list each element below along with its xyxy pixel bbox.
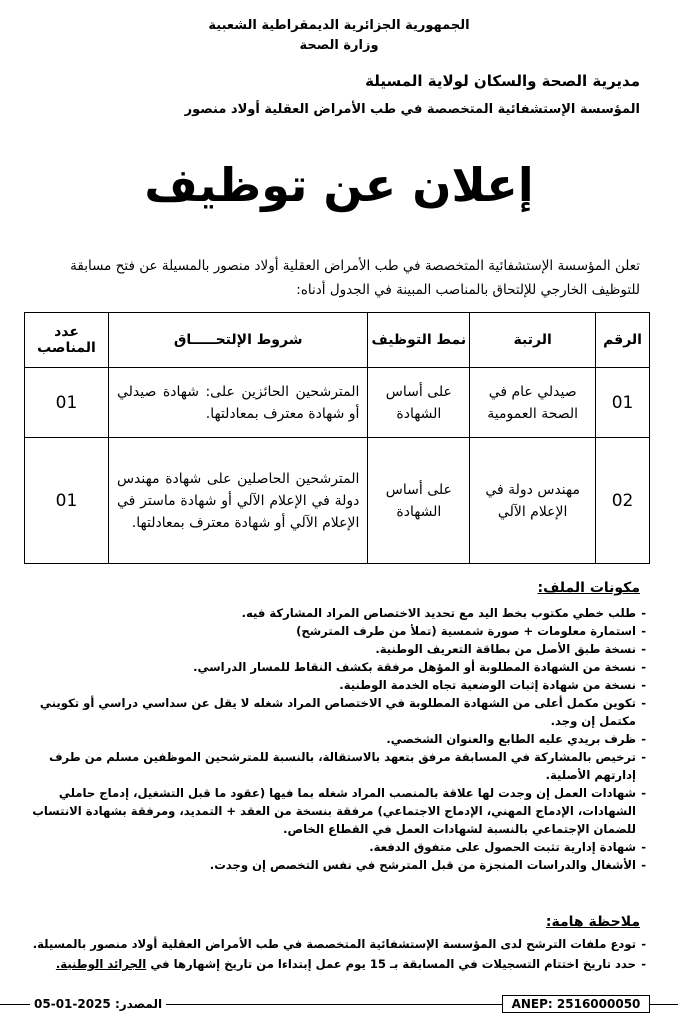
row-mode: على أساس الشهادة: [368, 438, 470, 564]
directorate-name: مديرية الصحة والسكان لولاية المسيلة: [365, 72, 640, 90]
row-conditions: المترشحين الحائزين على: شهادة صيدلي أو شهادة معترف بمعادلتها.: [108, 368, 367, 438]
row-number: 02: [596, 438, 650, 564]
note-underlined-text: الجرائد الوطنية.: [55, 957, 147, 971]
notes-list: [32, 934, 646, 974]
announcement-title: إعلان عن توظيف: [144, 158, 534, 212]
table-row: [25, 438, 650, 564]
list-item: - نسخة من شهادة إثبات الوضعية تجاه الخدمة الوطنية.: [32, 676, 646, 694]
notes-heading: ملاحظة هامة:: [545, 914, 640, 930]
source-date: 2025-01-05: [34, 997, 111, 1011]
list-item: - طلب خطي مكتوب بخط اليد مع تحديد الاختصاص المراد المشاركة فيه.: [32, 604, 646, 622]
file-components-heading: مكونات الملف:: [537, 580, 640, 596]
header-conditions: شروط الإلتحـــــاق: [108, 313, 367, 368]
header-count: عدد المناصب: [25, 313, 109, 368]
header-rank: الرتبة: [470, 313, 596, 368]
file-components-list: [32, 604, 646, 874]
list-item: - شهادات العمل إن وجدت لها علاقة بالمنصب المراد شغله بما فيها (عقود ما قبل التشغيل، إدماج حاملي الشهادات، الإدماج المهني، الإدماج الاجتماعي) مرفقة بنسخة من العقد + التمديد، ومرفقة بشهادة الانتساب للضمان الإجتماعي بالنسبة لشهادات العمل في القطاع الخاص.: [32, 784, 646, 838]
list-item: - استمارة معلومات + صورة شمسية (تملأ من طرف المترشح): [32, 622, 646, 640]
list-item: - نسخة طبق الأصل من بطاقة التعريف الوطنية.: [32, 640, 646, 658]
institution-name: المؤسسة الإستشفائية المتخصصة في طب الأمراض العقلية أولاد منصور: [184, 102, 640, 117]
row-rank: صيدلي عام في الصحة العمومية: [470, 368, 596, 438]
ministry-header: وزارة الصحة: [299, 38, 379, 53]
table-row: [25, 368, 650, 438]
header-number: الرقم: [596, 313, 650, 368]
republic-header: الجمهورية الجزائرية الديمقراطية الشعبية: [208, 18, 470, 33]
list-item: - ظرف بريدي عليه الطابع والعنوان الشخصي.: [32, 730, 646, 748]
note-text: حدد تاريخ اختتام التسجيلات في المسابقة بـ 15 يوم عمل إبتداءا من تاريخ إشهارها في: [150, 957, 636, 971]
table-header-row: [25, 313, 650, 368]
intro-paragraph: تعلن المؤسسة الإستشفائية المتخصصة في طب الأمراض العقلية أولاد منصور بالمسيلة عن فتح مسابقة للتوظيف الخارجي للإلتحاق بالمناصب المبينة في الجدول أدناه:: [70, 258, 640, 298]
list-item: - ترخيص بالمشاركة في المسابقة مرفق بتعهد بالاستقالة، بالنسبة للمترشحين الموظفين مسلم من طرف إدارتهم الأصلية.: [32, 748, 646, 784]
row-conditions: المترشحين الحاصلين على شهادة مهندس دولة في الإعلام الآلي أو شهادة ماستر في الإعلام الآلي أو شهادة معترف بمعادلتها.: [108, 438, 367, 564]
row-mode: على أساس الشهادة: [368, 368, 470, 438]
note-item: - تودع ملفات الترشح لدى المؤسسة الإستشفائية المتخصصة في طب الأمراض العقلية أولاد منصور بالمسيلة.: [32, 934, 646, 954]
row-rank: مهندس دولة في الإعلام الآلي: [470, 438, 596, 564]
list-item: - الأشغال والدراسات المنجزة من قبل المترشح في نفس التخصص إن وجدت.: [32, 856, 646, 874]
row-count: 01: [25, 368, 109, 438]
source-label: المصدر:: [114, 997, 163, 1011]
list-item: - نسخة من الشهادة المطلوبة أو المؤهل مرفقة بكشف النقاط للمسار الدراسي.: [32, 658, 646, 676]
source-line: [30, 995, 166, 1013]
header-mode: نمط التوظيف: [368, 313, 470, 368]
anep-badge: ANEP: 2516000050: [502, 995, 650, 1013]
jobs-table: [24, 312, 650, 564]
row-count: 01: [25, 438, 109, 564]
list-item: - شهادة إدارية تثبت الحصول على متفوق الدفعة.: [32, 838, 646, 856]
note-item: [32, 954, 646, 974]
row-number: 01: [596, 368, 650, 438]
list-item: - تكوين مكمل أعلى من الشهادة المطلوبة في الاختصاص المراد شغله لا يقل عن سداسي دراسي أو تكويني مكتمل إن وجد.: [32, 694, 646, 730]
